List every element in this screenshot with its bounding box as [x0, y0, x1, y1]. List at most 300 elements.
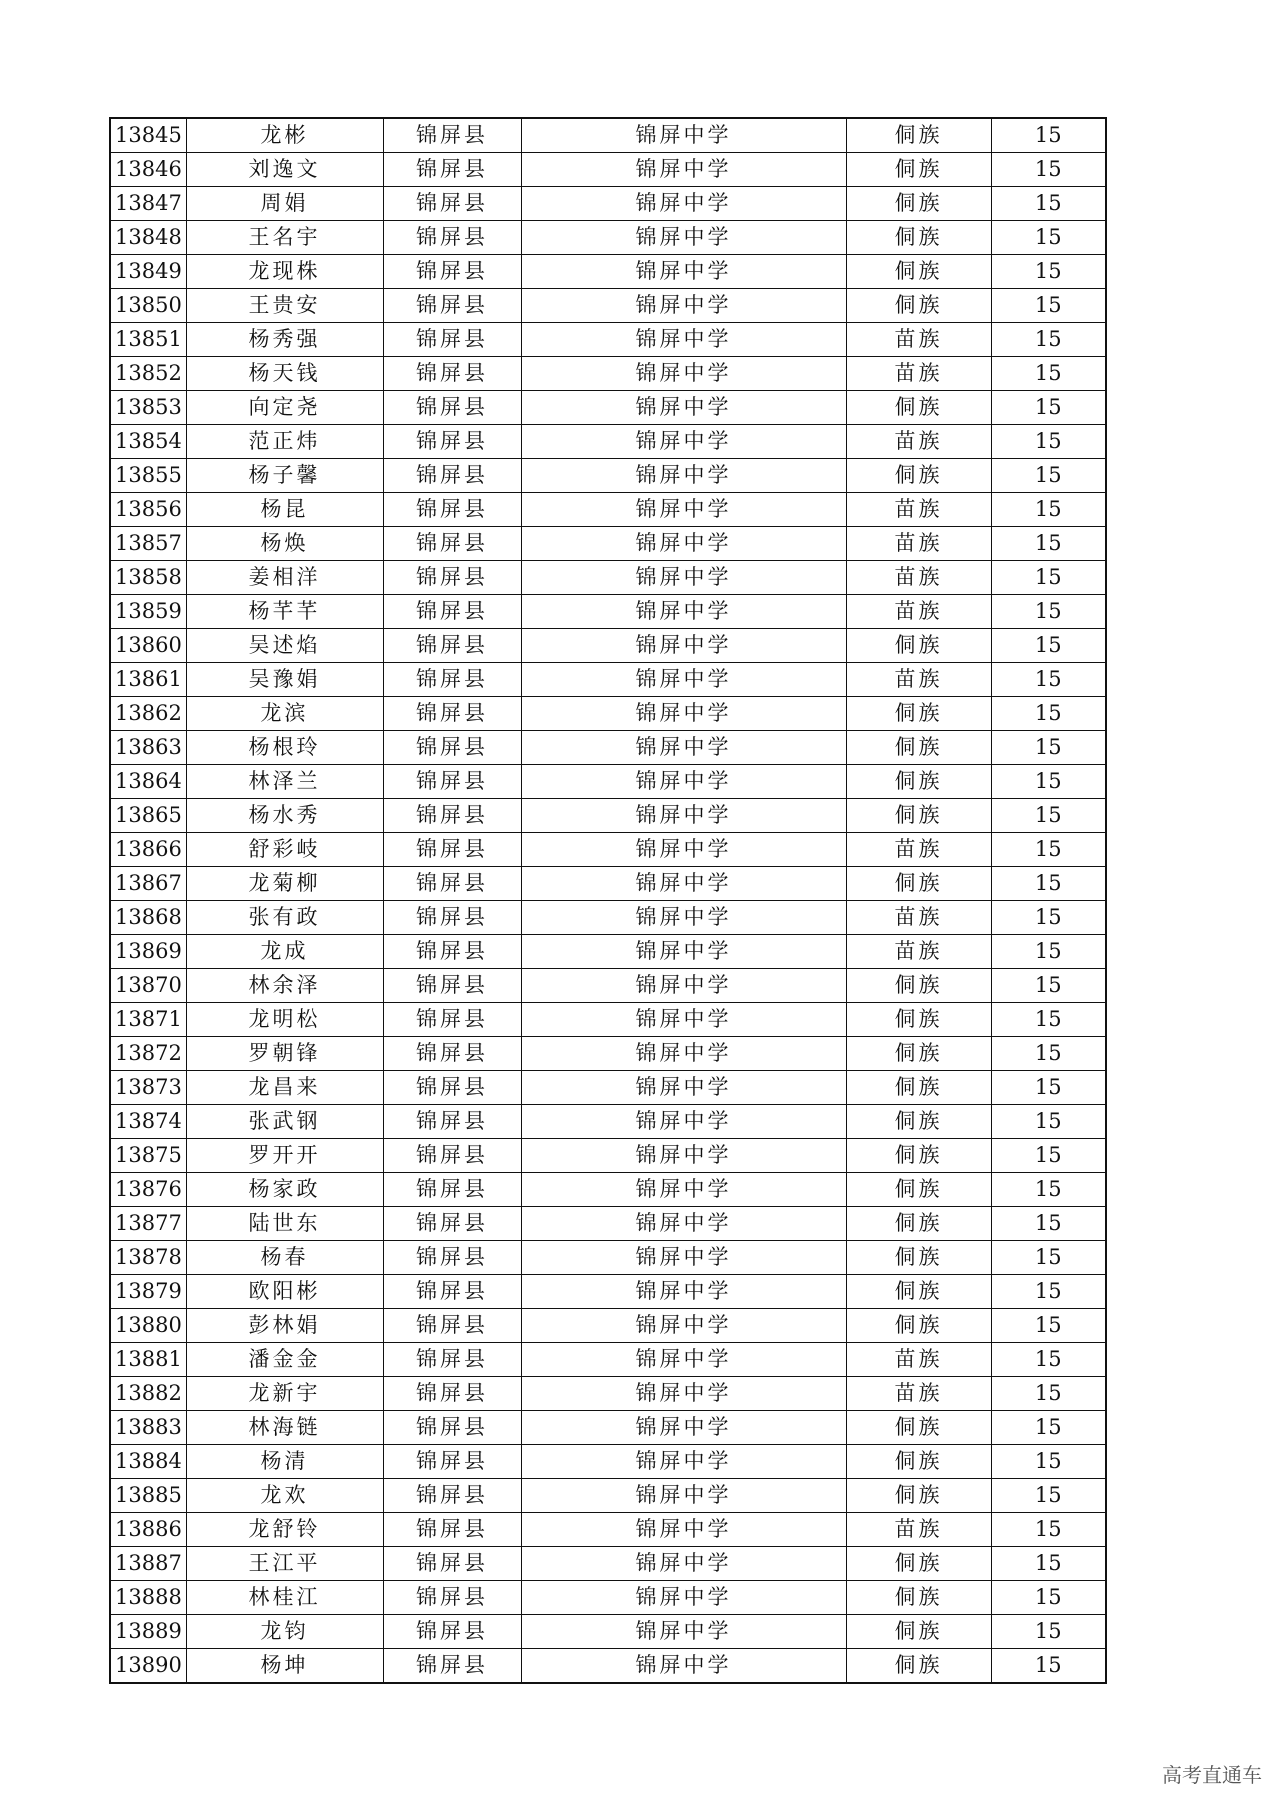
cell-score: 15: [991, 731, 1106, 765]
cell-name: 张有政: [186, 901, 383, 935]
cell-score: 15: [991, 1173, 1106, 1207]
cell-county: 锦屏县: [383, 1615, 521, 1649]
cell-score: 15: [991, 153, 1106, 187]
cell-score: 15: [991, 1309, 1106, 1343]
cell-id: 13871: [110, 1003, 186, 1037]
cell-name: 王名宇: [186, 221, 383, 255]
cell-school: 锦屏中学: [521, 901, 846, 935]
table-row: [110, 731, 1106, 765]
table-row: [110, 867, 1106, 901]
cell-name: 林泽兰: [186, 765, 383, 799]
cell-id: 13850: [110, 289, 186, 323]
cell-school: 锦屏中学: [521, 1615, 846, 1649]
cell-score: 15: [991, 1479, 1106, 1513]
cell-score: 15: [991, 289, 1106, 323]
cell-county: 锦屏县: [383, 425, 521, 459]
cell-ethnicity: 侗族: [846, 1241, 991, 1275]
cell-school: 锦屏中学: [521, 118, 846, 153]
cell-county: 锦屏县: [383, 1105, 521, 1139]
cell-school: 锦屏中学: [521, 1377, 846, 1411]
cell-name: 龙昌来: [186, 1071, 383, 1105]
table-row: [110, 289, 1106, 323]
cell-name: 龙欢: [186, 1479, 383, 1513]
cell-school: 锦屏中学: [521, 187, 846, 221]
cell-score: 15: [991, 1581, 1106, 1615]
cell-school: 锦屏中学: [521, 1071, 846, 1105]
cell-school: 锦屏中学: [521, 289, 846, 323]
cell-school: 锦屏中学: [521, 493, 846, 527]
cell-county: 锦屏县: [383, 1343, 521, 1377]
cell-school: 锦屏中学: [521, 833, 846, 867]
cell-score: 15: [991, 1377, 1106, 1411]
cell-county: 锦屏县: [383, 1581, 521, 1615]
cell-id: 13887: [110, 1547, 186, 1581]
cell-school: 锦屏中学: [521, 1445, 846, 1479]
cell-ethnicity: 苗族: [846, 561, 991, 595]
cell-id: 13865: [110, 799, 186, 833]
cell-name: 陆世东: [186, 1207, 383, 1241]
cell-score: 15: [991, 1547, 1106, 1581]
cell-score: 15: [991, 187, 1106, 221]
cell-county: 锦屏县: [383, 731, 521, 765]
cell-ethnicity: 侗族: [846, 118, 991, 153]
table-row: [110, 1105, 1106, 1139]
cell-name: 彭林娟: [186, 1309, 383, 1343]
cell-name: 吴述焰: [186, 629, 383, 663]
cell-id: 13853: [110, 391, 186, 425]
table-row: [110, 1411, 1106, 1445]
cell-score: 15: [991, 323, 1106, 357]
cell-score: 15: [991, 697, 1106, 731]
cell-name: 龙成: [186, 935, 383, 969]
cell-name: 杨春: [186, 1241, 383, 1275]
cell-name: 杨坤: [186, 1649, 383, 1684]
cell-ethnicity: 侗族: [846, 1275, 991, 1309]
cell-score: 15: [991, 935, 1106, 969]
cell-id: 13867: [110, 867, 186, 901]
cell-ethnicity: 侗族: [846, 1581, 991, 1615]
cell-ethnicity: 苗族: [846, 595, 991, 629]
cell-name: 林余泽: [186, 969, 383, 1003]
cell-county: 锦屏县: [383, 1071, 521, 1105]
cell-name: 舒彩岐: [186, 833, 383, 867]
cell-score: 15: [991, 527, 1106, 561]
cell-score: 15: [991, 969, 1106, 1003]
cell-score: 15: [991, 561, 1106, 595]
cell-name: 潘金金: [186, 1343, 383, 1377]
table-row: [110, 1445, 1106, 1479]
cell-ethnicity: 苗族: [846, 1343, 991, 1377]
table-row: [110, 527, 1106, 561]
cell-ethnicity: 侗族: [846, 1445, 991, 1479]
table-row: [110, 1275, 1106, 1309]
cell-ethnicity: 苗族: [846, 357, 991, 391]
cell-ethnicity: 苗族: [846, 1513, 991, 1547]
cell-school: 锦屏中学: [521, 1343, 846, 1377]
cell-school: 锦屏中学: [521, 1479, 846, 1513]
cell-school: 锦屏中学: [521, 1173, 846, 1207]
cell-id: 13881: [110, 1343, 186, 1377]
cell-county: 锦屏县: [383, 118, 521, 153]
cell-score: 15: [991, 1513, 1106, 1547]
cell-name: 林桂江: [186, 1581, 383, 1615]
table-row: [110, 1309, 1106, 1343]
cell-name: 龙钧: [186, 1615, 383, 1649]
cell-id: 13868: [110, 901, 186, 935]
cell-id: 13846: [110, 153, 186, 187]
cell-ethnicity: 苗族: [846, 833, 991, 867]
cell-name: 龙现株: [186, 255, 383, 289]
cell-school: 锦屏中学: [521, 935, 846, 969]
cell-id: 13883: [110, 1411, 186, 1445]
cell-ethnicity: 侗族: [846, 1411, 991, 1445]
cell-name: 吴豫娟: [186, 663, 383, 697]
roster-table: [109, 117, 1107, 1684]
cell-name: 王贵安: [186, 289, 383, 323]
cell-ethnicity: 苗族: [846, 663, 991, 697]
cell-score: 15: [991, 1445, 1106, 1479]
cell-school: 锦屏中学: [521, 731, 846, 765]
cell-county: 锦屏县: [383, 561, 521, 595]
table-row: [110, 1241, 1106, 1275]
cell-county: 锦屏县: [383, 1241, 521, 1275]
cell-id: 13863: [110, 731, 186, 765]
table-row: [110, 1139, 1106, 1173]
cell-school: 锦屏中学: [521, 969, 846, 1003]
cell-ethnicity: 苗族: [846, 1377, 991, 1411]
cell-ethnicity: 侗族: [846, 1139, 991, 1173]
cell-county: 锦屏县: [383, 629, 521, 663]
cell-school: 锦屏中学: [521, 1547, 846, 1581]
cell-county: 锦屏县: [383, 289, 521, 323]
cell-ethnicity: 苗族: [846, 901, 991, 935]
table-row: [110, 323, 1106, 357]
cell-school: 锦屏中学: [521, 1275, 846, 1309]
cell-county: 锦屏县: [383, 1139, 521, 1173]
cell-name: 刘逸文: [186, 153, 383, 187]
cell-school: 锦屏中学: [521, 765, 846, 799]
cell-county: 锦屏县: [383, 1479, 521, 1513]
cell-score: 15: [991, 629, 1106, 663]
cell-id: 13874: [110, 1105, 186, 1139]
cell-school: 锦屏中学: [521, 1003, 846, 1037]
cell-school: 锦屏中学: [521, 391, 846, 425]
cell-ethnicity: 苗族: [846, 323, 991, 357]
cell-id: 13848: [110, 221, 186, 255]
cell-id: 13858: [110, 561, 186, 595]
table-row: [110, 1377, 1106, 1411]
cell-id: 13886: [110, 1513, 186, 1547]
cell-score: 15: [991, 255, 1106, 289]
cell-name: 欧阳彬: [186, 1275, 383, 1309]
cell-ethnicity: 侗族: [846, 187, 991, 221]
cell-school: 锦屏中学: [521, 323, 846, 357]
cell-county: 锦屏县: [383, 255, 521, 289]
cell-county: 锦屏县: [383, 527, 521, 561]
table-row: [110, 357, 1106, 391]
cell-id: 13882: [110, 1377, 186, 1411]
cell-school: 锦屏中学: [521, 1241, 846, 1275]
cell-id: 13888: [110, 1581, 186, 1615]
cell-score: 15: [991, 1275, 1106, 1309]
cell-school: 锦屏中学: [521, 629, 846, 663]
cell-county: 锦屏县: [383, 221, 521, 255]
cell-ethnicity: 侗族: [846, 1071, 991, 1105]
table-row: [110, 969, 1106, 1003]
table-row: [110, 1581, 1106, 1615]
cell-ethnicity: 侗族: [846, 1105, 991, 1139]
cell-score: 15: [991, 1241, 1106, 1275]
cell-name: 龙滨: [186, 697, 383, 731]
cell-name: 杨清: [186, 1445, 383, 1479]
table-row: [110, 901, 1106, 935]
cell-id: 13847: [110, 187, 186, 221]
table-row: [110, 765, 1106, 799]
cell-county: 锦屏县: [383, 697, 521, 731]
cell-ethnicity: 苗族: [846, 935, 991, 969]
cell-ethnicity: 侗族: [846, 1309, 991, 1343]
cell-id: 13861: [110, 663, 186, 697]
cell-name: 周娟: [186, 187, 383, 221]
table-row: [110, 1207, 1106, 1241]
cell-school: 锦屏中学: [521, 1581, 846, 1615]
cell-school: 锦屏中学: [521, 1105, 846, 1139]
table-row: [110, 1513, 1106, 1547]
cell-school: 锦屏中学: [521, 867, 846, 901]
cell-ethnicity: 侗族: [846, 459, 991, 493]
table-row: [110, 391, 1106, 425]
cell-county: 锦屏县: [383, 833, 521, 867]
table-row: [110, 1547, 1106, 1581]
cell-ethnicity: 侗族: [846, 1003, 991, 1037]
cell-score: 15: [991, 221, 1106, 255]
cell-id: 13878: [110, 1241, 186, 1275]
cell-county: 锦屏县: [383, 663, 521, 697]
cell-school: 锦屏中学: [521, 1037, 846, 1071]
cell-score: 15: [991, 1343, 1106, 1377]
cell-id: 13857: [110, 527, 186, 561]
cell-ethnicity: 侗族: [846, 153, 991, 187]
table-row: [110, 187, 1106, 221]
cell-ethnicity: 侗族: [846, 697, 991, 731]
cell-score: 15: [991, 459, 1106, 493]
table-row: [110, 1343, 1106, 1377]
cell-county: 锦屏县: [383, 357, 521, 391]
cell-school: 锦屏中学: [521, 1309, 846, 1343]
cell-name: 杨芊芊: [186, 595, 383, 629]
table-row: [110, 459, 1106, 493]
table-row: [110, 255, 1106, 289]
cell-id: 13849: [110, 255, 186, 289]
cell-name: 张武钢: [186, 1105, 383, 1139]
cell-name: 杨根玲: [186, 731, 383, 765]
cell-id: 13860: [110, 629, 186, 663]
cell-name: 龙明松: [186, 1003, 383, 1037]
cell-score: 15: [991, 663, 1106, 697]
cell-school: 锦屏中学: [521, 1207, 846, 1241]
cell-county: 锦屏县: [383, 1037, 521, 1071]
table-row: [110, 595, 1106, 629]
table-row: [110, 799, 1106, 833]
table-row: [110, 833, 1106, 867]
table-row: [110, 935, 1106, 969]
cell-id: 13864: [110, 765, 186, 799]
table-row: [110, 1173, 1106, 1207]
cell-ethnicity: 侗族: [846, 1615, 991, 1649]
cell-school: 锦屏中学: [521, 595, 846, 629]
cell-county: 锦屏县: [383, 1275, 521, 1309]
cell-school: 锦屏中学: [521, 357, 846, 391]
cell-id: 13855: [110, 459, 186, 493]
cell-county: 锦屏县: [383, 493, 521, 527]
cell-id: 13877: [110, 1207, 186, 1241]
cell-score: 15: [991, 1411, 1106, 1445]
cell-ethnicity: 侗族: [846, 1207, 991, 1241]
table-row: [110, 153, 1106, 187]
cell-county: 锦屏县: [383, 391, 521, 425]
cell-school: 锦屏中学: [521, 425, 846, 459]
cell-score: 15: [991, 118, 1106, 153]
table-row: [110, 1037, 1106, 1071]
cell-id: 13845: [110, 118, 186, 153]
cell-id: 13859: [110, 595, 186, 629]
cell-id: 13870: [110, 969, 186, 1003]
cell-id: 13872: [110, 1037, 186, 1071]
cell-school: 锦屏中学: [521, 1513, 846, 1547]
cell-ethnicity: 侗族: [846, 1037, 991, 1071]
cell-county: 锦屏县: [383, 595, 521, 629]
cell-school: 锦屏中学: [521, 799, 846, 833]
cell-ethnicity: 侗族: [846, 799, 991, 833]
cell-id: 13854: [110, 425, 186, 459]
cell-county: 锦屏县: [383, 323, 521, 357]
cell-county: 锦屏县: [383, 1445, 521, 1479]
cell-ethnicity: 侗族: [846, 731, 991, 765]
cell-score: 15: [991, 833, 1106, 867]
cell-school: 锦屏中学: [521, 527, 846, 561]
table-row: [110, 663, 1106, 697]
cell-name: 罗开开: [186, 1139, 383, 1173]
cell-county: 锦屏县: [383, 1513, 521, 1547]
cell-id: 13879: [110, 1275, 186, 1309]
cell-ethnicity: 侗族: [846, 1547, 991, 1581]
cell-county: 锦屏县: [383, 459, 521, 493]
cell-county: 锦屏县: [383, 1547, 521, 1581]
cell-name: 罗朝锋: [186, 1037, 383, 1071]
cell-score: 15: [991, 357, 1106, 391]
cell-name: 龙彬: [186, 118, 383, 153]
cell-school: 锦屏中学: [521, 1649, 846, 1684]
cell-score: 15: [991, 1071, 1106, 1105]
cell-id: 13866: [110, 833, 186, 867]
table-row: [110, 561, 1106, 595]
cell-ethnicity: 侗族: [846, 1649, 991, 1684]
cell-id: 13856: [110, 493, 186, 527]
watermark-text: 高考直通车: [1162, 1763, 1262, 1787]
cell-school: 锦屏中学: [521, 697, 846, 731]
cell-score: 15: [991, 1139, 1106, 1173]
cell-ethnicity: 侗族: [846, 1479, 991, 1513]
cell-county: 锦屏县: [383, 799, 521, 833]
cell-score: 15: [991, 901, 1106, 935]
cell-ethnicity: 侗族: [846, 867, 991, 901]
cell-name: 杨家政: [186, 1173, 383, 1207]
cell-id: 13873: [110, 1071, 186, 1105]
cell-score: 15: [991, 1037, 1106, 1071]
cell-school: 锦屏中学: [521, 255, 846, 289]
cell-name: 杨焕: [186, 527, 383, 561]
cell-ethnicity: 侗族: [846, 391, 991, 425]
cell-ethnicity: 侗族: [846, 765, 991, 799]
cell-county: 锦屏县: [383, 187, 521, 221]
cell-id: 13875: [110, 1139, 186, 1173]
cell-county: 锦屏县: [383, 867, 521, 901]
cell-school: 锦屏中学: [521, 221, 846, 255]
cell-ethnicity: 侗族: [846, 969, 991, 1003]
cell-name: 林海链: [186, 1411, 383, 1445]
cell-county: 锦屏县: [383, 935, 521, 969]
roster-body: [110, 118, 1106, 1683]
cell-school: 锦屏中学: [521, 1139, 846, 1173]
cell-id: 13884: [110, 1445, 186, 1479]
cell-county: 锦屏县: [383, 1173, 521, 1207]
cell-school: 锦屏中学: [521, 1411, 846, 1445]
table-row: [110, 493, 1106, 527]
cell-score: 15: [991, 765, 1106, 799]
cell-id: 13890: [110, 1649, 186, 1684]
cell-school: 锦屏中学: [521, 153, 846, 187]
cell-name: 杨水秀: [186, 799, 383, 833]
cell-school: 锦屏中学: [521, 561, 846, 595]
cell-name: 杨子馨: [186, 459, 383, 493]
cell-ethnicity: 苗族: [846, 425, 991, 459]
cell-id: 13880: [110, 1309, 186, 1343]
cell-id: 13852: [110, 357, 186, 391]
cell-school: 锦屏中学: [521, 459, 846, 493]
cell-county: 锦屏县: [383, 1309, 521, 1343]
table-row: [110, 118, 1106, 153]
cell-id: 13889: [110, 1615, 186, 1649]
cell-score: 15: [991, 1207, 1106, 1241]
cell-school: 锦屏中学: [521, 663, 846, 697]
cell-county: 锦屏县: [383, 1377, 521, 1411]
cell-name: 姜相洋: [186, 561, 383, 595]
cell-county: 锦屏县: [383, 1207, 521, 1241]
cell-score: 15: [991, 799, 1106, 833]
cell-ethnicity: 苗族: [846, 527, 991, 561]
cell-ethnicity: 侗族: [846, 1173, 991, 1207]
table-row: [110, 425, 1106, 459]
cell-score: 15: [991, 1003, 1106, 1037]
cell-county: 锦屏县: [383, 901, 521, 935]
cell-score: 15: [991, 1649, 1106, 1684]
cell-county: 锦屏县: [383, 1649, 521, 1684]
cell-ethnicity: 侗族: [846, 255, 991, 289]
cell-score: 15: [991, 1105, 1106, 1139]
cell-county: 锦屏县: [383, 1003, 521, 1037]
cell-id: 13876: [110, 1173, 186, 1207]
table-row: [110, 1071, 1106, 1105]
cell-name: 龙菊柳: [186, 867, 383, 901]
cell-name: 龙新宇: [186, 1377, 383, 1411]
cell-county: 锦屏县: [383, 969, 521, 1003]
cell-id: 13851: [110, 323, 186, 357]
cell-id: 13869: [110, 935, 186, 969]
cell-ethnicity: 苗族: [846, 493, 991, 527]
cell-score: 15: [991, 595, 1106, 629]
cell-county: 锦屏县: [383, 153, 521, 187]
cell-id: 13862: [110, 697, 186, 731]
